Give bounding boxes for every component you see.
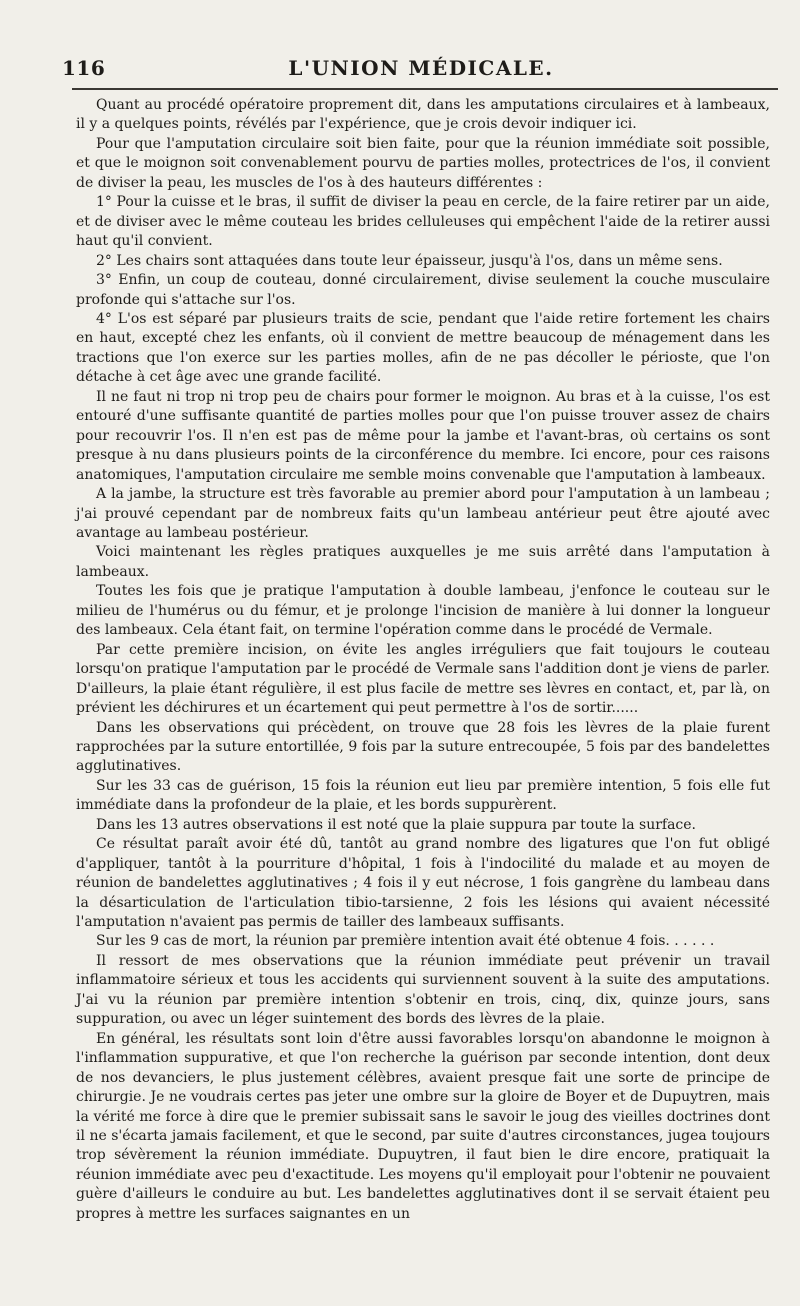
paragraph: Sur les 9 cas de mort, la réunion par première intention avait été obtenue 4 fois. . . . . .: [96, 933, 715, 950]
paragraph: En général, les résultats sont loin d'être aussi favorables lorsqu'on abandonne le moignon à l'inflammation suppurative, et que l'on recherche la guérison par seconde intention, dont deux de nos devanciers, le plus justement célèbres, avaient presque fait une sorte de principe de chirurgie. Je ne voudrais certes pas jeter une ombre sur la gloire de Boyer et de Dupuytren, mais la vérité me force à dire que le premier subissait sans le savoir le joug des vieilles doctrines dont il ne s'écarta jamais facilement, et que le second, par suite d'autres circonstances, jugea toujours trop sévèrement la réunion immédiate. Dupuytren, il faut bien le dire encore, pratiquait la réunion immédiate avec peu d'exactitude. Les moyens qu'il employait pour l'obtenir ne pouvaient guère d'ailleurs le conduire au but. Les bandelettes agglutinatives dont il se servait étaient peu propres à mettre les surfaces saignantes en un: [76, 1030, 770, 1222]
body-text: [76, 96, 770, 1224]
paragraph: Il ressort de mes observations que la réunion immédiate peut prévenir un travail inflammatoire sérieux et tous les accidents qui surviennent souvent à la suite des amputations. J'ai vu la réunion par première intention s'obtenir en trois, cinq, dix, quinze jours, sans suppuration, ou avec un léger suintement des bords des lèvres de la plaie.: [76, 952, 770, 1028]
paragraph: Quant au procédé opératoire proprement dit, dans les amputations circulaires et à lambeaux, il y a quelques points, révélés par l'expérience, que je crois devoir indiquer ici.: [76, 97, 770, 133]
page-number: 116: [62, 56, 106, 80]
paragraph: Par cette première incision, on évite les angles irréguliers que fait toujours le couteau lorsqu'on pratique l'amputation par le procédé de Vermale sans l'addition dont je viens de parler. D'ailleurs, la plaie étant régulière, il est plus facile de mettre ses lèvres en contact, et, par là, on prévient les déchirures et un écartement qui peut permettre à l'os de sortir......: [76, 641, 770, 717]
running-title: L'UNION MÉDICALE.: [288, 56, 554, 80]
paragraph: Dans les observations qui précèdent, on trouve que 28 fois les lèvres de la plaie furent rapprochées par la suture entortillée, 9 fois par la suture entrecoupée, 5 fois par des bandelettes agglutinatives.: [76, 719, 770, 775]
paragraph: 1° Pour la cuisse et le bras, il suffit de diviser la peau en cercle, de la faire retirer par un aide, et de diviser avec le même couteau les brides celluleuses qui empêchent l'aide de la retirer aussi haut qu'il convient.: [76, 194, 770, 250]
paragraph: Toutes les fois que je pratique l'amputation à double lambeau, j'enfonce le couteau sur le milieu de l'humérus ou du fémur, et je prolonge l'incision de manière à lui donner la longueur des lambeaux. Cela étant fait, on termine l'opération comme dans le procédé de Vermale.: [76, 583, 770, 639]
paragraph: Pour que l'amputation circulaire soit bien faite, pour que la réunion immédiate soit possible, et que le moignon soit convenablement pourvu de parties molles, protectrices de l'os, il convient de diviser la peau, les muscles de l'os à des hauteurs différentes :: [76, 135, 770, 191]
paragraph: Dans les 13 autres observations il est noté que la plaie suppura par toute la surface.: [96, 816, 697, 833]
paragraph: 2° Les chairs sont attaquées dans toute leur épaisseur, jusqu'à l'os, dans un même sens.: [96, 252, 723, 269]
page-header: [62, 50, 780, 84]
paragraph: 3° Enfin, un coup de couteau, donné circulairement, divise seulement la couche musculaire profonde qui s'attache sur l'os.: [76, 272, 770, 308]
paragraph: Sur les 33 cas de guérison, 15 fois la réunion eut lieu par première intention, 5 fois elle fut immédiate dans la profondeur de la plaie, et les bords suppurèrent.: [76, 777, 770, 814]
header-rule: [72, 88, 778, 90]
paragraph: 4° L'os est séparé par plusieurs traits de scie, pendant que l'aide retire fortement les chairs en haut, excepté chez les enfants, où il convient de mettre beaucoup de ménagement dans les tractions que l'on exerce sur les parties molles, afin de ne pas décoller le périoste, que l'on détache à cet âge avec une grande facilité.: [76, 310, 770, 386]
paragraph: A la jambe, la structure est très favorable au premier abord pour l'amputation à un lambeau ; j'ai prouvé cependant par de nombreux faits qu'un lambeau antérieur peut être ajouté avec avantage au lambeau postérieur.: [76, 486, 770, 541]
paragraph: Il ne faut ni trop ni trop peu de chairs pour former le moignon. Au bras et à la cuisse, l'os est entouré d'une suffisante quantité de parties molles pour que l'on puisse trouver assez de chairs pour recouvrir l'os. Il n'en est pas de même pour la jambe et l'avant-bras, où certains os sont presque à nu dans plusieurs points de la circonférence du membre. Ici encore, pour ces raisons anatomiques, l'amputation circulaire me semble moins convenable que l'amputation à lambeaux.: [76, 388, 770, 483]
paragraph: Ce résultat paraît avoir été dû, tantôt au grand nombre des ligatures que l'on fut obligé d'appliquer, tantôt à la pourriture d'hôpital, 1 fois à l'indocilité du malade et au moyen de réunion de bandelettes agglutinatives ; 4 fois il y eut nécrose, 1 fois gangrène du lambeau dans la désarticulation de l'articulation tibio-tarsienne, 2 fois les lésions qui avaient nécessité l'amputation n'avaient pas permis de tailler des lambeaux suffisants.: [76, 836, 770, 931]
paragraph: Voici maintenant les règles pratiques auxquelles je me suis arrêté dans l'amputation à lambeaux.: [76, 544, 770, 580]
